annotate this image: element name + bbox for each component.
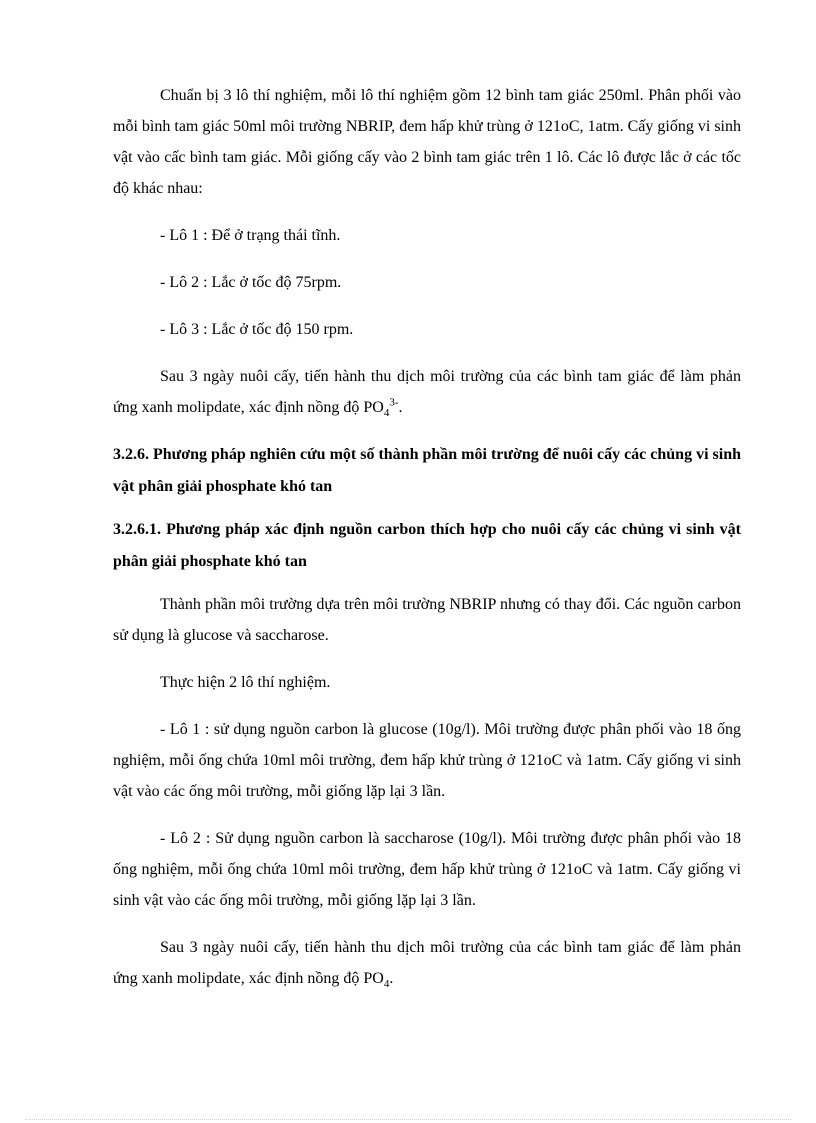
page-bottom-divider xyxy=(25,1119,791,1120)
paragraph-final xyxy=(113,932,741,994)
paragraph-two-lots: Thực hiện 2 lô thí nghiệm. xyxy=(160,674,331,691)
paragraph-after-culture xyxy=(113,361,741,423)
list-item-lot-3: - Lô 3 : Lắc ở tốc độ 150 rpm. xyxy=(160,321,354,338)
paragraph-experiment-setup: Chuẩn bị 3 lô thí nghiệm, mỗi lô thí nghiệm gồm 12 bình tam giác 250ml. Phân phối vào mỗi bình tam giác 50ml môi trường NBRIP, đem hấp khử trùng ở 121oC, 1atm. Cấy giống vi sinh vật vào cấc bình tam giác. Mỗi giống cấy vào 2 bình tam giác trên 1 lô. Các lô được lắc ở các tốc độ khác nhau: xyxy=(113,87,741,197)
list-item-lot-2: - Lô 2 : Lắc ở tốc độ 75rpm. xyxy=(160,274,342,291)
subscript: 4 xyxy=(383,407,390,420)
document-page xyxy=(113,80,741,1010)
paragraph-end: . xyxy=(389,970,394,987)
section-heading-3-2-6-1: 3.2.6.1. Phương pháp xác định nguồn carbon thích hợp cho nuôi cấy các chủng vi sinh vật phân giải phosphate khó tan xyxy=(113,521,741,570)
paragraph-text: Sau 3 ngày nuôi cấy, tiến hành thu dịch môi trường của các bình tam giác để làm phản ứng xanh molipdate, xác định nồng độ PO xyxy=(113,939,741,987)
list-item-lot-1: - Lô 1 : Để ở trạng thái tĩnh. xyxy=(160,227,341,244)
paragraph-end: . xyxy=(398,399,403,416)
superscript: 3- xyxy=(389,396,399,409)
list-item-saccharose-lot: - Lô 2 : Sử dụng nguồn carbon là saccharose (10g/l). Môi trường được phân phối vào 18 ống nghiệm, mỗi ống chứa 10ml môi trường, đem hấp khử trùng ở 121oC và 1atm. Cấy giống vi sinh vật vào các ống môi trường, mỗi giống lặp lại 3 lần. xyxy=(113,830,741,909)
list-item-glucose-lot: - Lô 1 : sử dụng nguồn carbon là glucose (10g/l). Môi trường được phân phối vào 18 ống nghiệm, mỗi ống chứa 10ml môi trường, đem hấp khử trùng ở 121oC và 1atm. Cấy giống vi sinh vật vào các ống môi trường, mỗi giống lặp lại 3 lần. xyxy=(113,721,741,800)
paragraph-medium-composition: Thành phần môi trường dựa trên môi trường NBRIP nhưng có thay đổi. Các nguồn carbon sử dụng là glucose và saccharose. xyxy=(113,596,741,644)
subscript: 4 xyxy=(383,978,390,991)
section-heading-3-2-6: 3.2.6. Phương pháp nghiên cứu một số thành phần môi trường để nuôi cấy các chủng vi sinh vật phân giải phosphate khó tan xyxy=(113,446,741,495)
paragraph-text: Sau 3 ngày nuôi cấy, tiến hành thu dịch môi trường của các bình tam giác để làm phản ứng xanh molipdate, xác định nồng độ PO xyxy=(113,368,741,416)
